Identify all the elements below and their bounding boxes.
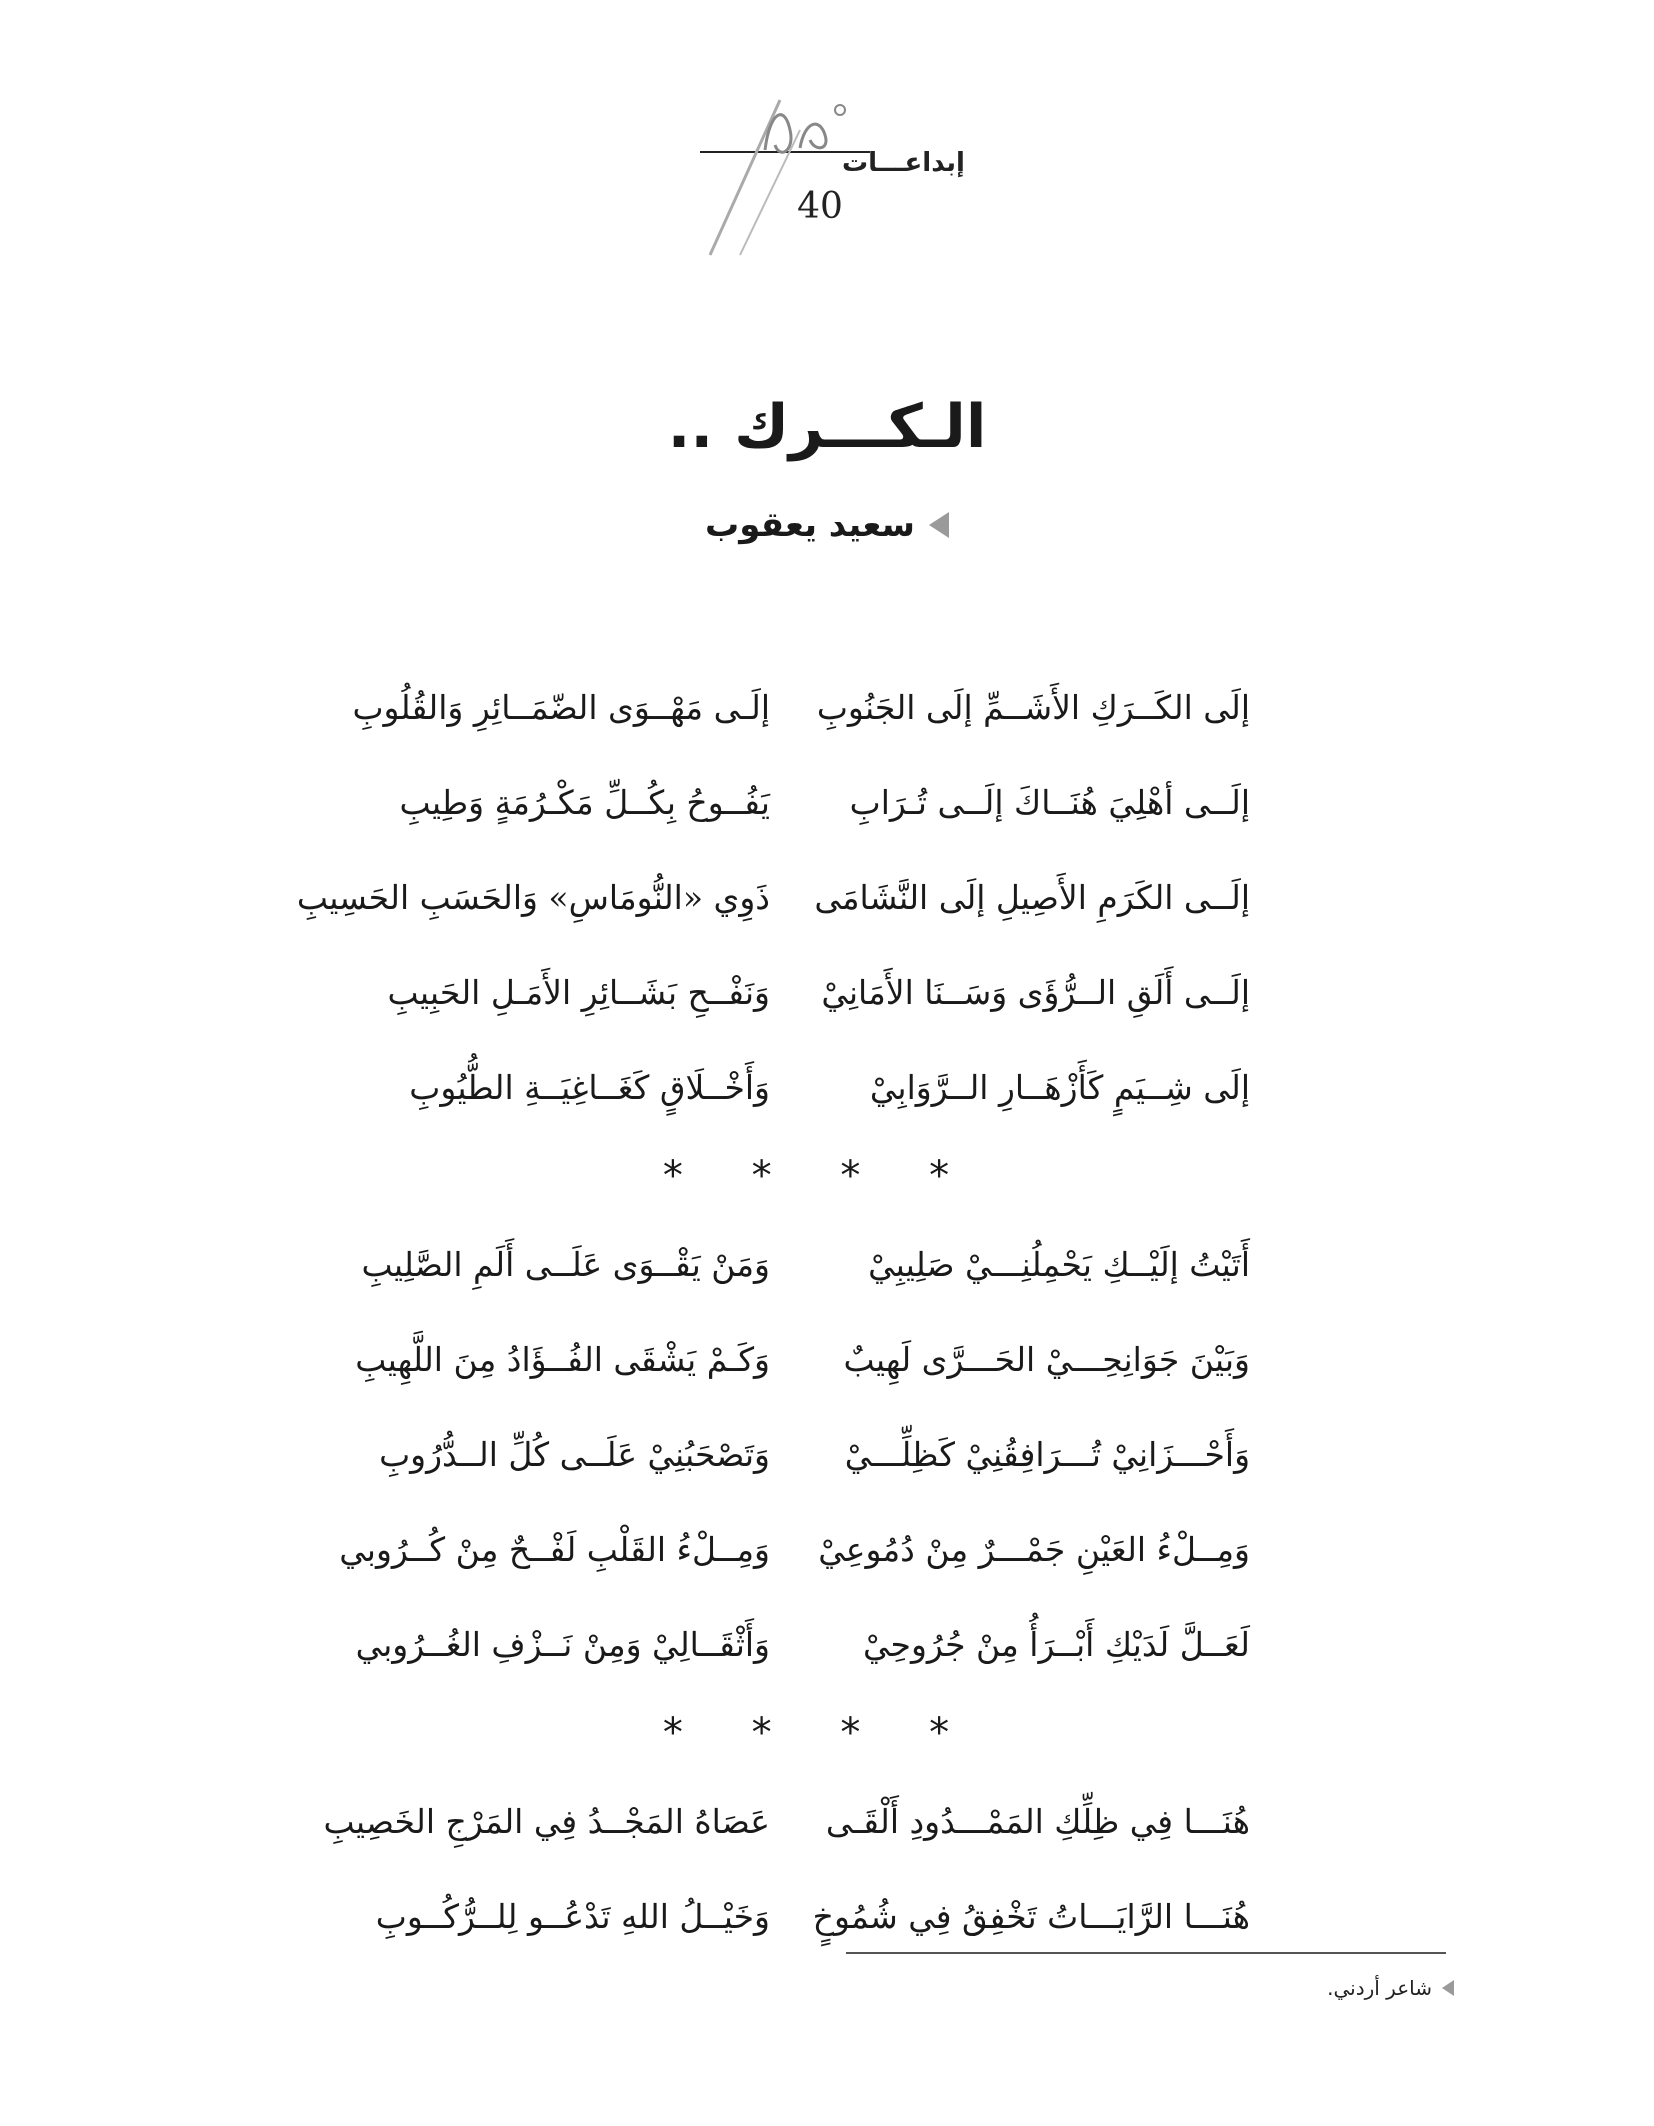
footnote bbox=[1327, 1976, 1454, 2000]
first-hemistich: وَأَحْـــزَانِيْ تُـــرَافِقُنِيْ كَظِلِّـــيْ bbox=[844, 1435, 1250, 1474]
first-hemistich: إلَــى الكَرَمِ الأَصِيلِ إلَى النَّشَامَى bbox=[814, 878, 1250, 917]
triangle-bullet-icon bbox=[1442, 1980, 1454, 1996]
second-hemistich: وَكَـمْ يَشْقَى الفُــؤَادُ مِنَ اللَّهِيبِ bbox=[355, 1340, 770, 1379]
poem-title: الـكـــرك .. bbox=[667, 392, 987, 462]
first-hemistich: هُنَـــا فِي ظِلِّكِ المَمْـــدُودِ أَلْقَـى bbox=[825, 1802, 1250, 1841]
second-hemistich: يَفُــوحُ بِكُــلِّ مَكْـرُمَةٍ وَطِيبِ bbox=[399, 783, 770, 822]
second-hemistich: وَأَخْــلَاقٍ كَغَــاغِيَــةِ الطُّيُوبِ bbox=[409, 1068, 770, 1107]
verse-line bbox=[390, 755, 1250, 850]
first-hemistich: هُنَـــا الرَّايَـــاتُ تَخْفِقُ فِي شُمُوخٍ bbox=[812, 1897, 1250, 1936]
second-hemistich: إلَـى مَهْــوَى الضّمَــائِرِ وَالقُلُوبِ bbox=[352, 688, 770, 727]
author-line bbox=[0, 505, 1654, 545]
verse-line bbox=[379, 1407, 1250, 1502]
second-hemistich: عَصَاهُ المَجْــدُ فِي المَرْجِ الخَصِيبِ bbox=[323, 1802, 770, 1841]
first-hemistich: إلَى الكَــرَكِ الأَشَــمِّ إلَى الجَنُوبِ bbox=[816, 688, 1250, 727]
first-hemistich: أَتَيْتُ إلَيْــكِ يَحْمِلُنِـــيْ صَلِيبِيْ bbox=[868, 1245, 1250, 1284]
verse-line bbox=[355, 1597, 1250, 1692]
first-hemistich: إلَــى أَلَقِ الــرُّؤَى وَسَــنَا الأَمَانِيْ bbox=[821, 973, 1250, 1012]
page-number: 40 bbox=[797, 186, 843, 227]
verse-line bbox=[352, 660, 1250, 755]
verse-line bbox=[375, 1869, 1250, 1964]
second-hemistich: ذَوِي «النُّومَاسِ» وَالحَسَبِ الحَسِيبِ bbox=[296, 878, 770, 917]
verse-line bbox=[323, 1774, 1250, 1869]
first-hemistich: وَبَيْنَ جَوَانِحِـــيْ الحَـــرَّى لَهِيبٌ bbox=[843, 1340, 1250, 1379]
verse-line bbox=[361, 1217, 1250, 1312]
second-hemistich: وَمِــلْءُ القَلْبِ لَفْــحٌ مِنْ كُــرُوبي bbox=[339, 1530, 770, 1569]
triangle-bullet-icon bbox=[929, 512, 949, 538]
footnote-divider bbox=[846, 1952, 1446, 1954]
second-hemistich: وَمَنْ يَقْــوَى عَلَــى أَلَمِ الصَّلِيبِ bbox=[361, 1245, 770, 1284]
verse-line bbox=[339, 1502, 1250, 1597]
verse-line bbox=[296, 850, 1250, 945]
footnote-text: شاعر أردني. bbox=[1327, 1976, 1432, 2000]
first-hemistich: لَعَــلَّ لَدَيْكِ أَبْــرَأُ مِنْ جُرُوحِيْ bbox=[863, 1625, 1250, 1664]
poem-body bbox=[296, 660, 1250, 1964]
second-hemistich: وَنَفْــحِ بَشَــائِرِ الأَمَـلِ الحَبِيبِ bbox=[387, 973, 770, 1012]
stanza-separator: * * * * bbox=[662, 1710, 978, 1756]
section-label: إبداعـــات bbox=[842, 148, 965, 178]
verse-line bbox=[390, 1040, 1250, 1135]
first-hemistich: وَمِــلْءُ العَيْنِ جَمْـــرٌ مِنْ دُمُوعِيْ bbox=[818, 1530, 1250, 1569]
first-hemistich: إلَى شِــيَمٍ كَأَزْهَــارِ الــرَّوَابِيْ bbox=[869, 1068, 1250, 1107]
verse-line bbox=[355, 1312, 1250, 1407]
author-name: سعيد يعقوب bbox=[705, 505, 915, 545]
verse-line bbox=[387, 945, 1250, 1040]
stanza-separator: * * * * bbox=[662, 1153, 978, 1199]
second-hemistich: وَخَيْــلُ اللهِ تَدْعُــو لِلــرُّكُــوبِ bbox=[375, 1897, 770, 1936]
second-hemistich: وَتَصْحَبُنِيْ عَلَــى كُلِّ الــدُّرُوبِ bbox=[379, 1435, 770, 1474]
first-hemistich: إلَــى أهْلِيَ هُنَــاكَ إلَــى تُـرَابِ bbox=[849, 783, 1250, 822]
second-hemistich: وَأَثْقَــالِيْ وَمِنْ نَــزْفِ الغُــرُوبي bbox=[355, 1625, 770, 1664]
